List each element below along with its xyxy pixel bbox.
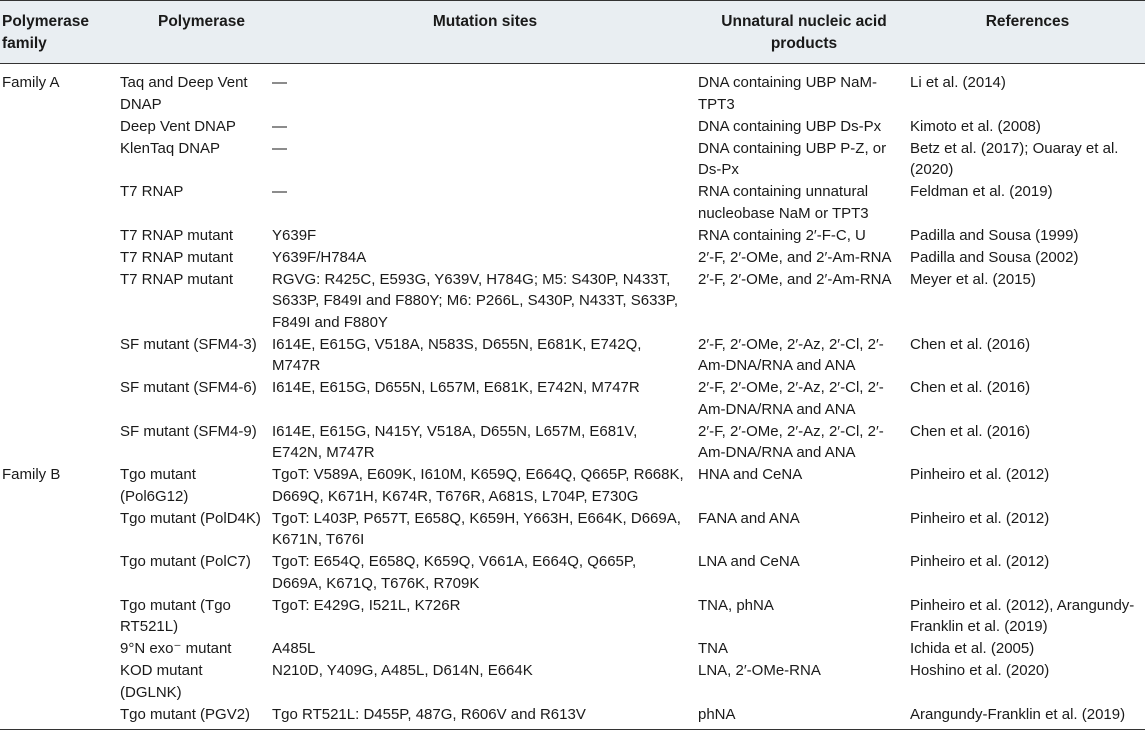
cell-family: Family A: [2, 74, 60, 91]
cell-polymerase: T7 RNAP mutant: [120, 270, 234, 288]
cell-polymerase: 9°N exo⁻ mutant: [120, 640, 232, 657]
table-row: [0, 638, 1145, 660]
cell-polymerase: Tgo mutant (PGV2): [120, 705, 251, 723]
cell-references: Li et al. (2014): [910, 74, 1006, 91]
cell-mutations: TgoT: E654Q, E658Q, K659Q, V661A, E664Q, Q665P, D669A, K671Q, T676K, R709K: [272, 553, 637, 592]
table-row: [0, 704, 1145, 730]
cell-polymerase: Taq and Deep Vent DNAP: [120, 74, 248, 113]
cell-products: 2′-F, 2′-OMe, 2′-Az, 2′-Cl, 2′-Am-DNA/RNA and ANA: [698, 379, 884, 418]
cell-products: LNA and CeNA: [698, 553, 800, 570]
cell-products: RNA containing 2′-F-C, U: [698, 226, 866, 244]
cell-mutations: RGVG: R425C, E593G, Y639V, H784G; M5: S430P, N433T, S633P, F849I and F880Y; M6: P266L, S430P, N433T, S633P, F849I and F880Y: [272, 270, 678, 331]
cell-references: Padilla and Sousa (2002): [910, 248, 1079, 266]
cell-family: Family B: [2, 466, 61, 483]
cell-references: Arangundy-Franklin et al. (2019): [910, 705, 1126, 723]
cell-polymerase: Tgo mutant (Tgo RT521L): [120, 596, 231, 635]
cell-references: Kimoto et al. (2008): [910, 117, 1041, 135]
cell-products: FANA and ANA: [698, 509, 800, 527]
cell-mutations: Y639F: [272, 226, 317, 244]
cell-mutations: —: [272, 117, 287, 135]
cell-polymerase: SF mutant (SFM4-3): [120, 335, 257, 353]
cell-family: [0, 595, 118, 639]
cell-polymerase: T7 RNAP mutant: [120, 226, 234, 244]
cell-products: DNA containing UBP NaM-TPT3: [698, 74, 877, 113]
cell-family: [0, 247, 118, 269]
cell-references: Pinheiro et al. (2012), Arangundy-Franklin et al. (2019): [910, 596, 1135, 635]
cell-products: phNA: [698, 705, 736, 723]
table-row: [0, 508, 1145, 552]
cell-family: [0, 334, 118, 378]
cell-polymerase: Tgo mutant (PolD4K): [120, 509, 261, 527]
cell-references: Meyer et al. (2015): [910, 270, 1036, 288]
cell-products: HNA and CeNA: [698, 466, 803, 483]
table-row: [0, 377, 1145, 421]
cell-family: [0, 377, 118, 421]
table-header: [0, 1, 1145, 64]
cell-polymerase: SF mutant (SFM4-6): [120, 379, 257, 396]
cell-mutations: TgoT: L403P, P657T, E658Q, K659H, Y663H, E664K, D669A, K671N, T676I: [272, 509, 681, 548]
cell-family: [0, 116, 118, 138]
table-row: [0, 464, 1145, 508]
cell-family: [0, 138, 118, 182]
header-references: References: [910, 1, 1145, 64]
cell-products: DNA containing UBP Ds-Px: [698, 117, 882, 135]
cell-references: Chen et al. (2016): [910, 422, 1031, 440]
cell-mutations: A485L: [272, 640, 316, 657]
cell-polymerase: Deep Vent DNAP: [120, 117, 236, 135]
table-body: [0, 64, 1145, 730]
cell-products: 2′-F, 2′-OMe, and 2′-Am-RNA: [698, 270, 892, 288]
cell-family: [0, 181, 118, 225]
cell-mutations: TgoT: V589A, E609K, I610M, K659Q, E664Q, Q665P, R668K, D669Q, K671H, K674R, T676R, A681S, L704P, E730G: [272, 466, 684, 505]
cell-references: Pinheiro et al. (2012): [910, 466, 1050, 483]
cell-products: 2′-F, 2′-OMe, 2′-Az, 2′-Cl, 2′-Am-DNA/RNA and ANA: [698, 422, 884, 461]
cell-products: DNA containing UBP P-Z, or Ds-Px: [698, 139, 887, 178]
cell-products: 2′-F, 2′-OMe, 2′-Az, 2′-Cl, 2′-Am-DNA/RNA and ANA: [698, 335, 884, 374]
cell-polymerase: KOD mutant (DGLNK): [120, 662, 203, 701]
cell-products: TNA: [698, 640, 728, 657]
cell-polymerase: SF mutant (SFM4-9): [120, 422, 257, 440]
table-row: [0, 421, 1145, 465]
table-row: [0, 181, 1145, 225]
cell-polymerase: T7 RNAP: [120, 183, 184, 200]
table-row: [0, 660, 1145, 704]
cell-references: Pinheiro et al. (2012): [910, 509, 1050, 527]
table-row: [0, 225, 1145, 247]
cell-references: Ichida et al. (2005): [910, 640, 1035, 657]
table-row: [0, 595, 1145, 639]
cell-family: [0, 660, 118, 704]
cell-references: Betz et al. (2017); Ouaray et al. (2020): [910, 139, 1119, 178]
cell-mutations: TgoT: E429G, I521L, K726R: [272, 596, 461, 614]
cell-family: [0, 421, 118, 465]
cell-polymerase: Tgo mutant (Pol6G12): [120, 466, 196, 505]
table-row: [0, 64, 1145, 116]
cell-family: [0, 508, 118, 552]
cell-mutations: I614E, E615G, N415Y, V518A, D655N, L657M, E681V, E742N, M747R: [272, 422, 638, 461]
cell-family: [0, 638, 118, 660]
cell-products: 2′-F, 2′-OMe, and 2′-Am-RNA: [698, 248, 892, 266]
table-row: [0, 138, 1145, 182]
cell-references: Hoshino et al. (2020): [910, 662, 1050, 679]
cell-references: Feldman et al. (2019): [910, 183, 1053, 200]
header-row: [0, 1, 1145, 64]
cell-family: [0, 551, 118, 595]
cell-polymerase: Tgo mutant (PolC7): [120, 553, 251, 570]
cell-mutations: —: [272, 74, 287, 91]
cell-family: [0, 704, 118, 730]
cell-references: Pinheiro et al. (2012): [910, 553, 1050, 570]
cell-family: [0, 225, 118, 247]
cell-products: RNA containing unnatural nucleobase NaM or TPT3: [698, 183, 869, 222]
table-row: [0, 269, 1145, 334]
cell-polymerase: T7 RNAP mutant: [120, 248, 234, 266]
cell-products: LNA, 2′-OMe-RNA: [698, 662, 821, 679]
cell-references: Chen et al. (2016): [910, 379, 1031, 396]
cell-references: Chen et al. (2016): [910, 335, 1031, 353]
cell-polymerase: KlenTaq DNAP: [120, 139, 221, 157]
cell-mutations: —: [272, 139, 287, 157]
table-row: [0, 551, 1145, 595]
table-row: [0, 334, 1145, 378]
cell-mutations: I614E, E615G, V518A, N583S, D655N, E681K, E742Q, M747R: [272, 335, 642, 374]
table-row: [0, 116, 1145, 138]
header-mutation-sites: Mutation sites: [272, 1, 698, 64]
header-polymerase-family: Polymerase family: [0, 1, 118, 64]
cell-family: [0, 269, 118, 334]
cell-mutations: Y639F/H784A: [272, 248, 367, 266]
cell-mutations: Tgo RT521L: D455P, 487G, R606V and R613V: [272, 705, 586, 723]
cell-mutations: I614E, E615G, D655N, L657M, E681K, E742N, M747R: [272, 379, 640, 396]
cell-mutations: N210D, Y409G, A485L, D614N, E664K: [272, 662, 533, 679]
cell-products: TNA, phNA: [698, 596, 774, 614]
cell-references: Padilla and Sousa (1999): [910, 226, 1079, 244]
header-polymerase: Polymerase: [118, 1, 272, 64]
cell-mutations: —: [272, 183, 287, 200]
header-products: Unnatural nucleic acid products: [698, 1, 910, 64]
table-row: [0, 247, 1145, 269]
